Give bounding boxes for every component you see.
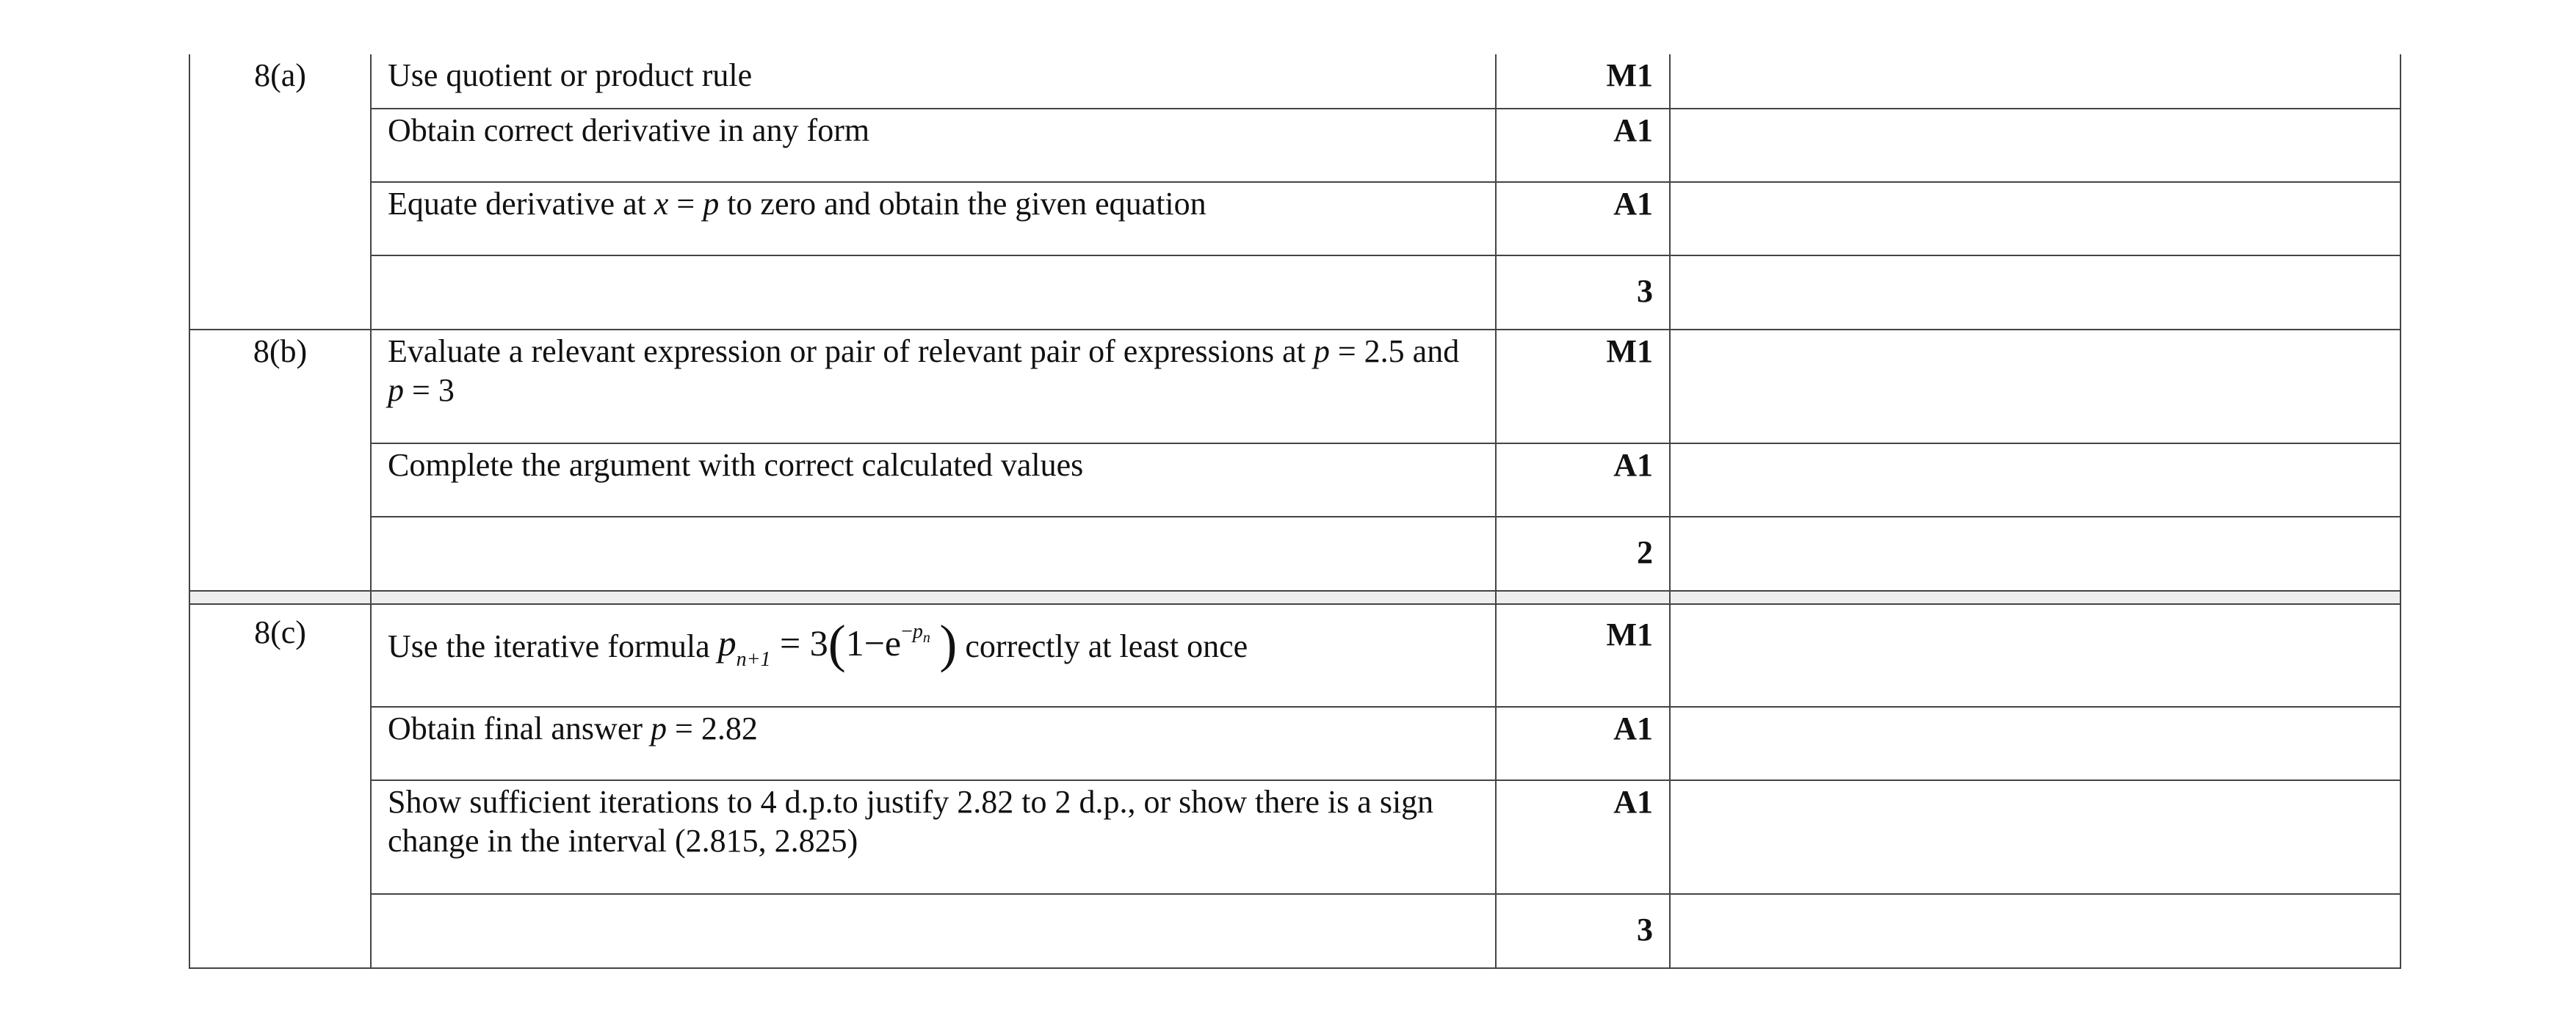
mark-code: A1 bbox=[1496, 707, 1670, 780]
part-total: 3 bbox=[1496, 255, 1670, 330]
marking-point: Complete the argument with correct calculated values bbox=[371, 443, 1496, 517]
guidance-cell bbox=[1670, 109, 2400, 182]
guidance-cell bbox=[1670, 707, 2400, 780]
table-row bbox=[189, 109, 2400, 182]
iterative-formula: $p_{n+1} = 3(1-e^{-p_n}$ ) bbox=[717, 614, 958, 673]
mark-code: A1 bbox=[1496, 182, 1670, 255]
mark-scheme-table bbox=[189, 54, 2401, 969]
marking-point: Obtain final answer p = 2.82 bbox=[371, 707, 1496, 780]
guidance-cell bbox=[1670, 182, 2400, 255]
guidance-cell bbox=[1670, 54, 2400, 109]
guidance-cell bbox=[1670, 443, 2400, 517]
marking-point: Evaluate a relevant expression or pair of relevant pair of expressions at p = 2.5 and p = 3 bbox=[371, 330, 1496, 443]
marking-point: Show sufficient iterations to 4 d.p.to justify 2.82 to 2 d.p., or show there is a sign change in the interval (2.815, 2.825) bbox=[371, 780, 1496, 894]
marking-point: Equate derivative at x = p to zero and obtain the given equation bbox=[371, 182, 1496, 255]
guidance-cell bbox=[1670, 330, 2400, 443]
marking-point: Use quotient or product rule bbox=[371, 54, 1496, 109]
mark-code: A1 bbox=[1496, 109, 1670, 182]
table-row bbox=[189, 604, 2400, 707]
table-row bbox=[189, 255, 2400, 330]
marking-point: Obtain correct derivative in any form bbox=[371, 109, 1496, 182]
mark-code: A1 bbox=[1496, 443, 1670, 517]
mark-code: M1 bbox=[1496, 54, 1670, 109]
guidance-cell bbox=[1670, 604, 2400, 707]
part-total: 2 bbox=[1496, 517, 1670, 591]
question-label: 8(a) bbox=[189, 54, 371, 330]
guidance-cell bbox=[1670, 780, 2400, 894]
question-label: 8(c) bbox=[189, 604, 371, 968]
table-row bbox=[189, 330, 2400, 443]
guidance-cell bbox=[1670, 894, 2400, 968]
table-row bbox=[189, 707, 2400, 780]
table-row bbox=[189, 517, 2400, 591]
table-row bbox=[189, 54, 2400, 109]
part-total: 3 bbox=[1496, 894, 1670, 968]
blank-cell bbox=[371, 517, 1496, 591]
section-divider bbox=[189, 591, 2400, 604]
table-row bbox=[189, 780, 2400, 894]
blank-cell bbox=[371, 894, 1496, 968]
guidance-cell bbox=[1670, 255, 2400, 330]
mark-code: M1 bbox=[1496, 330, 1670, 443]
marking-point: Use the iterative formula $p_{n+1} = 3(1-e^{-p_n}$ ) correctly at least once bbox=[371, 604, 1496, 707]
question-label: 8(b) bbox=[189, 330, 371, 591]
blank-cell bbox=[371, 255, 1496, 330]
mark-code: M1 bbox=[1496, 604, 1670, 707]
mark-code: A1 bbox=[1496, 780, 1670, 894]
table-row bbox=[189, 894, 2400, 968]
table-row bbox=[189, 182, 2400, 255]
table-row bbox=[189, 443, 2400, 517]
guidance-cell bbox=[1670, 517, 2400, 591]
